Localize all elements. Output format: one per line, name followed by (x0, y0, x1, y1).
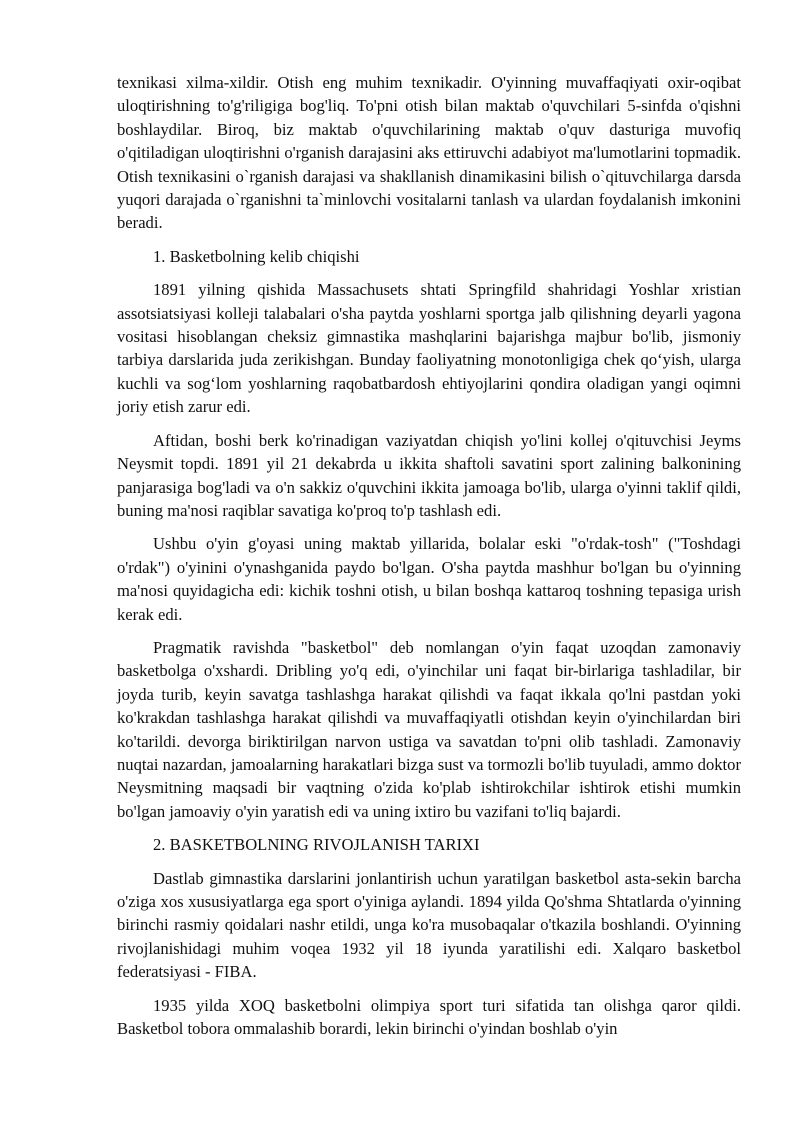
paragraph: Dastlab gimnastika darslarini jonlantirish uchun yaratilgan basketbol asta-sekin barcha o'ziga xos xususiyatlarga ega sport o'yiniga aylandi. 1894 yilda Qo'shma Shtatlarda o'yinning birinchi rasmiy qoidalari nashr etildi, unga ko'ra musobaqalar o'tkazila boshlandi. O'yinning rivojlanishidagi muhim voqea 1932 yil 18 iyunda yaratilishi edi. Xalqaro basketbol federatsiyasi - FIBA. (117, 868, 741, 982)
paragraph: Aftidan, boshi berk ko'rinadigan vaziyatdan chiqish yo'lini kollej o'qituvchisi Jeyms Neysmit topdi. 1891 yil 21 dekabrda u ikkita shaftoli savatini sport zalining balkonining panjarasiga bog'ladi va o'n sakkiz o'quvchini ikkita jamoaga bo'lib, ularga o'yinni taklif qildi, buning ma'nosi raqiblar savatiga ko'proq to'p tashlash edi. (117, 430, 741, 520)
paragraph: Ushbu o'yin g'oyasi uning maktab yillarida, bolalar eski "o'rdak-tosh" ("Toshdagi o'rdak") o'yinini o'ynashganida paydo bo'lgan. O'sha paytda mashhur bo'lgan bu o'yinning ma'nosi quyidagicha edi: kichik toshni otish, u bilan boshqa kattaroq toshning tepasiga urish kerak edi. (117, 534, 741, 624)
paragraph-continuation: texnikasi xilma-xildir. Otish eng muhim texnikadir. O'yinning muvaffaqiyati oxir-oqibat uloqtirishning to'g'riligiga bog'liq. To'pni otish bilan maktab o'quvchilari 5-sinfda o'qishni boshlaydilar. Biroq, biz maktab o'quvchilarining maktab o'quv dasturiga muvofiq o'qitiladigan uloqtirishni o'rganish darajasini aks ettiruvchi adabiyot ma'lumotlarini topmadik. Otish texnikasini o`rganish darajasi va shakllanish dinamikasini bilish o`qituvchilarga darsda yuqori darajada o`rganishni ta`minlovchi vositalarni tanlash va ulardan foydalanish imkonini beradi. (117, 73, 741, 233)
section-heading-history: 2. BASKETBOLNING RIVOJLANISH TARIXI (153, 835, 480, 855)
document-page (117, 71, 741, 1050)
paragraph: 1935 yilda XOQ basketbolni olimpiya sport turi sifatida tan olishga qaror qildi. Basketbol tobora ommalashib borardi, lekin birinchi o'yindan boshlab o'yin (117, 995, 741, 1039)
paragraph: 1891 yilning qishida Massachusets shtati Springfild shahridagi Yoshlar xristian assotsiatsiyasi kolleji talabalari o'sha paytda yoshlarni sportga jalb qilishning deyarli yagona vositasi hisoblangan cheksiz gimnastika mashqlarini bajarishga majbur bo'lib, jismoniy tarbiya darslarida juda zerikishgan. Bunday faoliyatning monotonligiga chek qo‘yish, ularga kuchli va sog‘lom yoshlarning raqobatbardosh ehtiyojlarini qondira oladigan yangi oqimni joriy etish zarur edi. (117, 280, 741, 417)
section-heading-origin: 1. Basketbolning kelib chiqishi (153, 246, 360, 266)
paragraph: Pragmatik ravishda "basketbol" deb nomlangan o'yin faqat uzoqdan zamonaviy basketbolga o'xshardi. Dribling yo'q edi, o'yinchilar uni faqat bir-birlariga tashladilar, bir joyda turib, keyin savatga tashlashga harakat qilishdi va faqat ikkala qo'lni pastdan yoki ko'krakdan tashlashga harakat qilishdi va muvaffaqiyatli otishdan keyin o'yinchilardan biri ko'tarildi. devorga biriktirilgan narvon ustiga va savatdan to'pni olib tashladi. Zamonaviy nuqtai nazardan, jamoalarning harakatlari bizga sust va tormozli bo'lib tuyuladi, ammo doktor Neysmitning maqsadi bir vaqtning o'zida ko'plab ishtirokchilar ishtirok etishi mumkin bo'lgan jamoaviy o'yin yaratish edi va uning ixtiro bu vazifani to'liq bajardi. (117, 637, 741, 821)
